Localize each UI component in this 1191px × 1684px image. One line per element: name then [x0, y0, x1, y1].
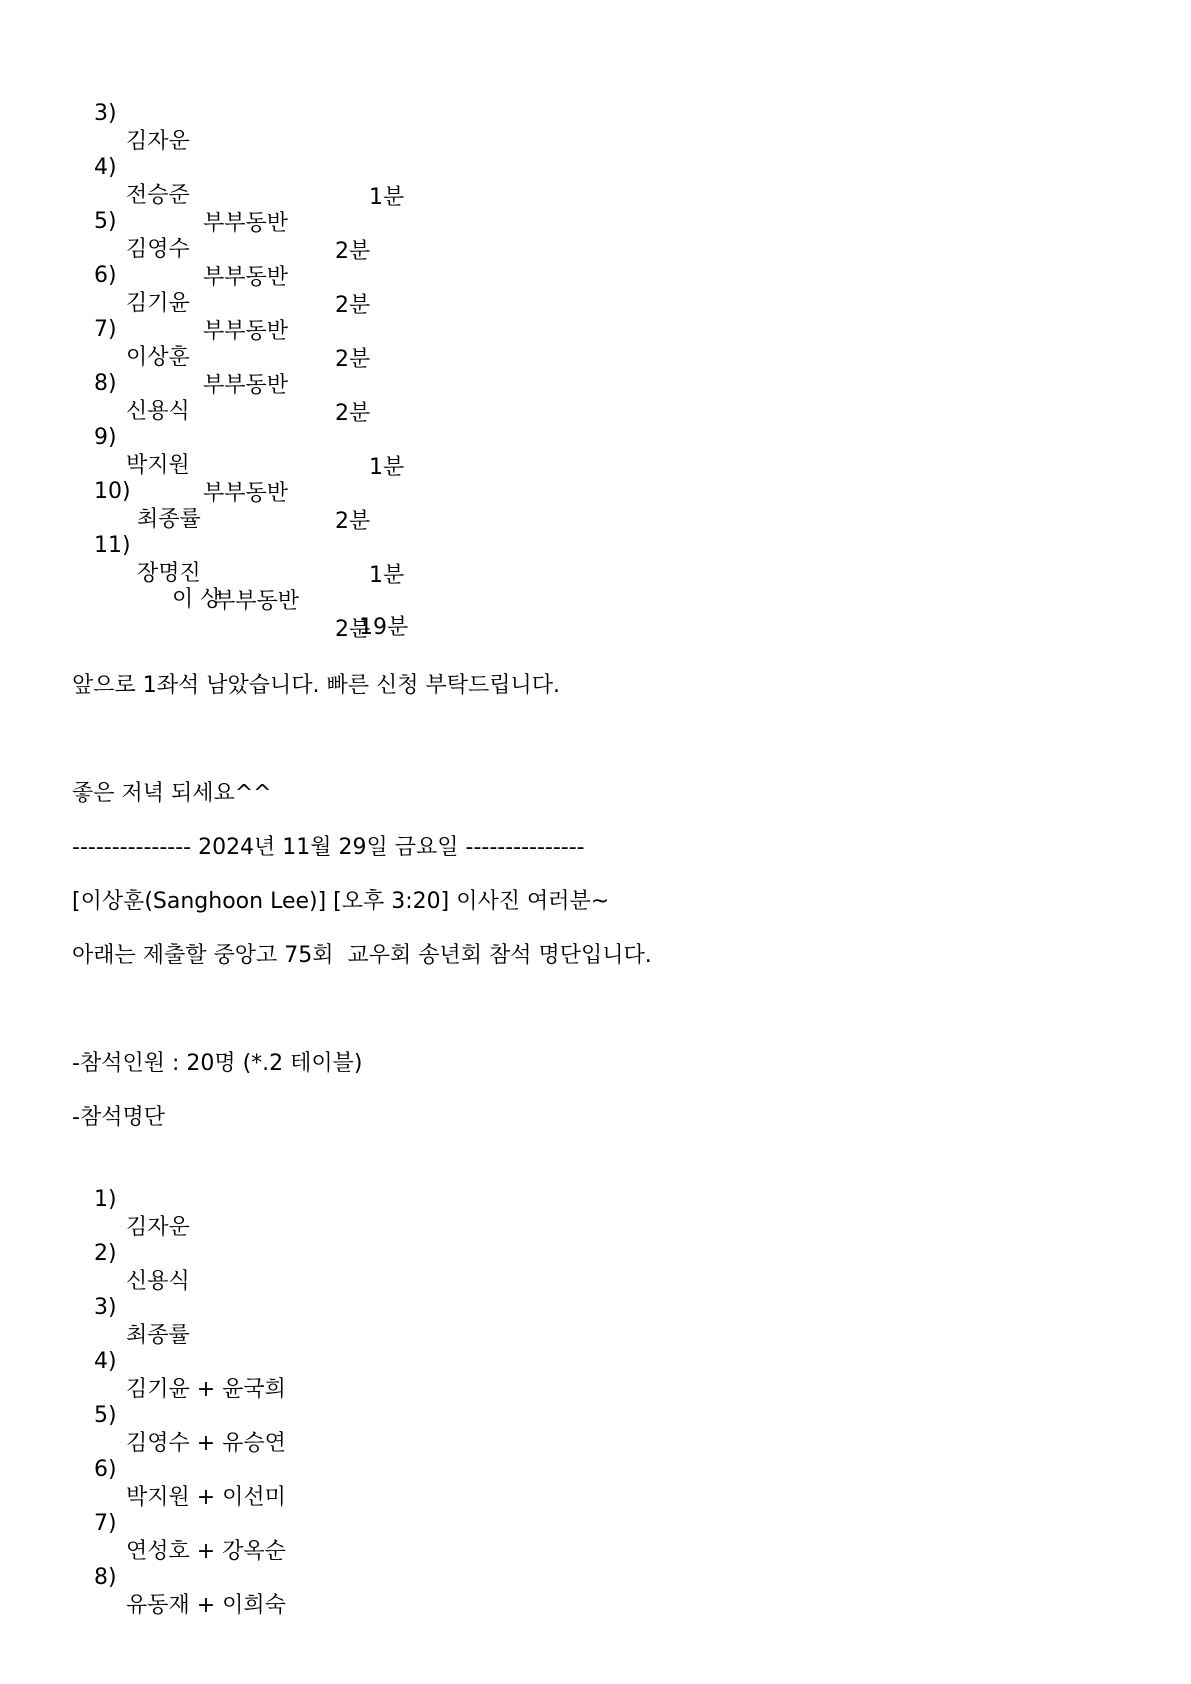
attendee-row: [0, 1536, 1191, 1618]
seat-row-note: 부부동반: [203, 373, 289, 398]
attendee-number: 4): [94, 1349, 117, 1374]
seat-row-count: 1분: [369, 563, 405, 588]
attendee-number: 6): [94, 1457, 117, 1482]
attendee-name: 김영수 + 유승연: [126, 1431, 286, 1456]
attendee-row: [0, 1212, 1191, 1294]
attendee-name: 연성호 + 강옥순: [126, 1539, 286, 1564]
seat-row-name: 김영수: [126, 237, 190, 262]
attendee-number: 2): [94, 1241, 117, 1266]
attendee-row: [0, 1158, 1191, 1240]
message-header: [이상훈(Sanghoon Lee)] [오후 3:20] 이사진 여러분~: [72, 889, 610, 914]
seat-row-number: 8): [94, 371, 117, 396]
attendee-number: 8): [94, 1565, 117, 1590]
attendee-number: 3): [94, 1295, 117, 1320]
total-label: 이 상: [172, 587, 222, 612]
attendee-row: [0, 1320, 1191, 1402]
attendee-name: 김자운: [126, 1215, 190, 1240]
seat-row-name: 신용식: [126, 399, 190, 424]
seat-row-number: 11): [94, 533, 131, 558]
seat-row-note: 부부동반: [214, 589, 300, 614]
attendance-title: -참석명단: [72, 1105, 165, 1130]
seat-row-count: 2분: [335, 293, 371, 318]
total-count: 19분: [359, 615, 409, 640]
message-intro: 아래는 제출할 중앙고 75회 교우회 송년회 참석 명단입니다.: [72, 943, 652, 968]
attendee-row: [0, 1482, 1191, 1564]
attendee-number: 5): [94, 1403, 117, 1428]
seat-row-name: 김기윤: [126, 291, 190, 316]
seat-row-number: 3): [94, 101, 117, 126]
seat-row-name: 김자운: [126, 129, 190, 154]
seat-row-number: 4): [94, 155, 117, 180]
seat-row-note: 부부동반: [203, 265, 289, 290]
seat-row-name: 전승준: [126, 183, 190, 208]
seat-row-count: 2분: [335, 401, 371, 426]
attendee-number: 7): [94, 1511, 117, 1536]
attendee-row: [0, 1266, 1191, 1348]
seat-row-count: 2분: [335, 617, 371, 642]
attendee-name: 유동재 + 이희숙: [126, 1593, 286, 1618]
seat-row-count: 1분: [369, 185, 405, 210]
attendance-count: -참석인원 : 20명 (*.2 테이블): [72, 1051, 363, 1076]
attendee-name: 신용식: [126, 1269, 190, 1294]
seat-row-count: 2분: [335, 347, 371, 372]
attendee-row: [0, 1428, 1191, 1510]
seat-row-number: 7): [94, 317, 117, 342]
notice-text: 앞으로 1좌석 남았습니다. 빠른 신청 부탁드립니다.: [72, 673, 560, 698]
seat-row-name: 최종률: [137, 507, 201, 532]
date-divider: --------------- 2024년 11월 29일 금요일 ---------------: [72, 835, 585, 860]
seat-row-name: 박지원: [126, 453, 190, 478]
greeting-text: 좋은 저녁 되세요^^: [72, 781, 272, 806]
attendee-name: 최종률: [126, 1323, 190, 1348]
seat-row-number: 10): [94, 479, 131, 504]
seat-row-name: 장명진: [137, 561, 201, 586]
seat-row-count: 2분: [335, 239, 371, 264]
seat-row-number: 5): [94, 209, 117, 234]
seat-row-count: 1분: [369, 455, 405, 480]
seat-row-note: 부부동반: [203, 211, 289, 236]
attendee-row: [0, 1374, 1191, 1456]
seat-row-note: 부부동반: [203, 319, 289, 344]
attendee-number: 1): [94, 1187, 117, 1212]
seat-row-name: 이상훈: [126, 345, 190, 370]
seat-row-note: 부부동반: [203, 481, 289, 506]
seat-row-count: 2분: [335, 509, 371, 534]
attendee-name: 박지원 + 이선미: [126, 1485, 286, 1510]
seat-row-number: 6): [94, 263, 117, 288]
seat-row-number: 9): [94, 425, 117, 450]
attendee-name: 김기윤 + 윤국희: [126, 1377, 286, 1402]
